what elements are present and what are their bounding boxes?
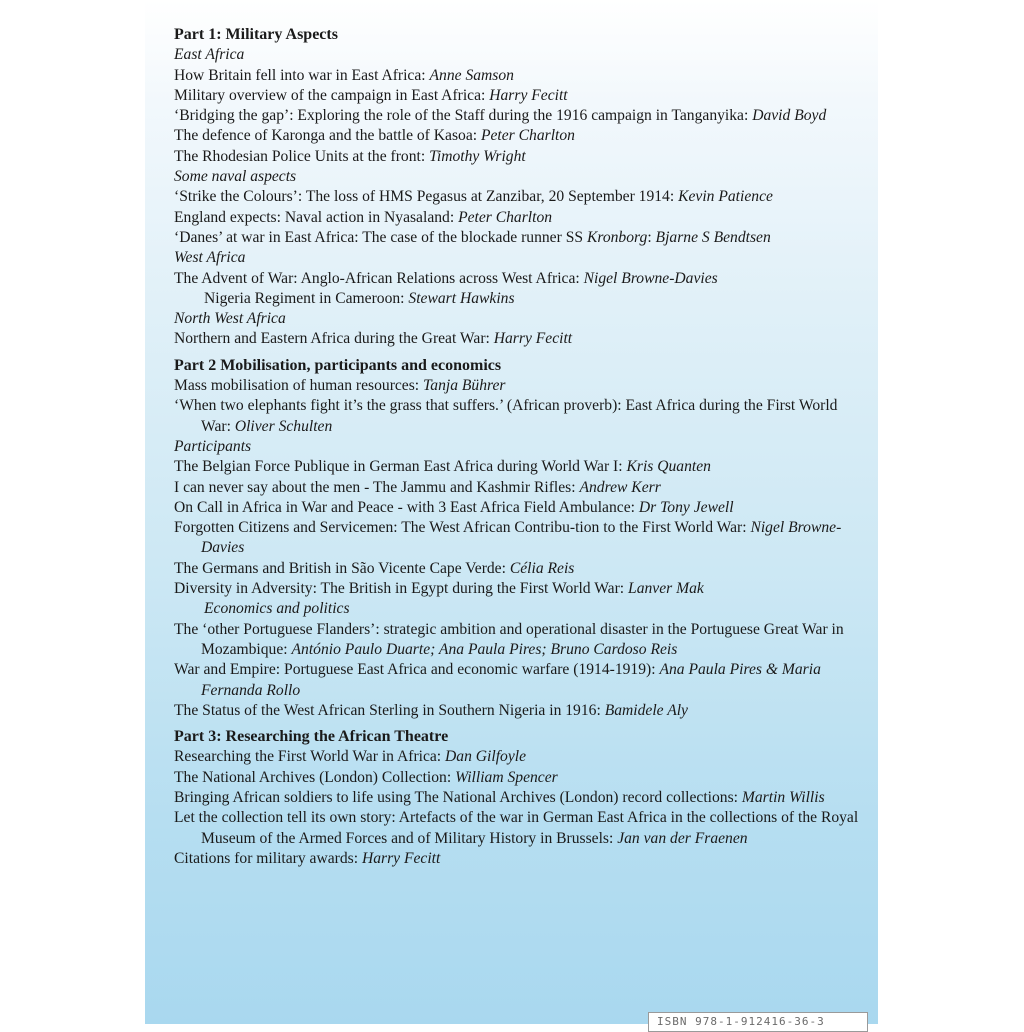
entry-author: Harry Fecitt — [361, 849, 441, 867]
list-item — [174, 66, 864, 86]
section-east-africa: East Africa — [174, 46, 245, 64]
entry-author: Dan Gilfoyle — [445, 748, 527, 766]
entry-author: Peter Charlton — [480, 127, 575, 145]
entry-author: Bjarne S Bendtsen — [655, 228, 771, 246]
entry-title: The Rhodesian Police Units at the front: — [174, 147, 430, 165]
entry-title: Diversity in Adversity: The British in Egypt during the First World War: — [174, 580, 629, 598]
list-item — [174, 289, 864, 309]
list-item — [174, 228, 864, 248]
entry-title: The Status of the West African Sterling in Southern Nigeria in 1916: — [174, 701, 605, 719]
entry-author: Oliver Schulten — [234, 417, 333, 435]
list-item — [174, 106, 864, 126]
list-item — [174, 559, 864, 579]
section-participants: Participants — [174, 437, 252, 455]
entry-title: On Call in Africa in War and Peace - with 3 East Africa Field Ambulance: — [174, 498, 639, 516]
entry-title: I can never say about the men - The Jammu and Kashmir Rifles: — [174, 478, 580, 496]
list-item — [174, 126, 864, 146]
entry-author: Harry Fecitt — [493, 330, 573, 348]
entry-title: Citations for military awards: — [174, 849, 362, 867]
entry-title-end: : — [647, 228, 656, 246]
entry-author: Tanja Bührer — [423, 377, 506, 395]
entry-author: Timothy Wright — [429, 147, 526, 165]
entry-author: Kevin Patience — [678, 188, 773, 206]
entry-author: Nigel Browne-Davies — [201, 519, 842, 557]
entry-title: ‘Danes’ at war in East Africa: The case of the blockade runner SS — [174, 228, 587, 246]
entry-title: ‘Strike the Colours’: The loss of HMS Pegasus at Zanzibar, 20 September 1914: — [174, 188, 679, 206]
list-item — [174, 518, 864, 559]
entry-title: Forgotten Citizens and Servicemen: The West African Contribu-tion to the First World War: — [174, 519, 751, 537]
entry-title: The National Archives (London) Collection: — [174, 768, 456, 786]
list-item — [174, 849, 864, 869]
section-north-west-africa: North West Africa — [174, 310, 286, 328]
part-2-heading: Part 2 Mobilisation, participants and economics — [174, 356, 502, 374]
entry-author: Harry Fecitt — [489, 86, 568, 104]
section-west-africa: West Africa — [174, 249, 246, 267]
list-item — [174, 329, 864, 349]
list-item — [174, 747, 864, 767]
entry-author: Nigel Browne-Davies — [583, 269, 718, 287]
list-item — [174, 396, 864, 437]
entry-author: David Boyd — [752, 107, 827, 125]
entry-title: Nigeria Regiment in Cameroon: — [204, 289, 409, 307]
entry-title: The Advent of War: Anglo-African Relations across West Africa: — [174, 269, 584, 287]
list-item — [174, 147, 864, 167]
entry-author: Anne Samson — [429, 66, 514, 84]
entry-title: The Germans and British in São Vicente Cape Verde: — [174, 559, 510, 577]
list-item — [174, 457, 864, 477]
entry-title: England expects: Naval action in Nyasaland: — [174, 208, 459, 226]
entry-title: The defence of Karonga and the battle of Kasoa: — [174, 127, 481, 145]
list-item — [174, 788, 864, 808]
entry-title: ‘Bridging the gap’: Exploring the role of the Staff during the 1916 campaign in Tanganyika: — [174, 107, 753, 125]
entry-author: Kris Quanten — [626, 458, 711, 476]
list-item — [174, 768, 864, 788]
list-item — [174, 660, 864, 701]
entry-title: Researching the First World War in Africa: — [174, 748, 446, 766]
entry-author: Ana Paula Pires & Maria Fernanda Rollo — [201, 661, 821, 699]
part-1-heading: Part 1: Military Aspects — [174, 26, 338, 43]
entry-author: Jan van der Fraenen — [617, 829, 748, 847]
entry-author: Martin Willis — [741, 788, 825, 806]
entry-title: War and Empire: Portuguese East Africa and economic warfare (1914-1919): — [174, 661, 660, 679]
entry-title: Mass mobilisation of human resources: — [174, 377, 424, 395]
part-3-heading: Part 3: Researching the African Theatre — [174, 728, 449, 746]
list-item — [174, 187, 864, 207]
section-naval-aspects: Some naval aspects — [174, 168, 297, 186]
entry-author: António Paulo Duarte; Ana Paula Pires; Bruno Cardoso Reis — [291, 640, 678, 658]
list-item — [174, 478, 864, 498]
entry-author: Peter Charlton — [458, 208, 553, 226]
entry-author: Bamidele Aly — [604, 701, 688, 719]
entry-title: How Britain fell into war in East Africa: — [174, 66, 430, 84]
entry-author: Dr Tony Jewell — [638, 498, 734, 516]
list-item — [174, 376, 864, 396]
entry-title: Northern and Eastern Africa during the Great War: — [174, 330, 494, 348]
list-item — [174, 808, 864, 849]
entry-author: William Spencer — [455, 768, 558, 786]
entry-title: The ‘other Portuguese Flanders’: strategic ambition and operational disaster in the Portuguese Great War in Mozambique: — [174, 620, 844, 658]
entry-title: ‘When two elephants fight it’s the grass that suffers.’ (African proverb): East Africa during the First World War: — [174, 397, 838, 435]
list-item — [174, 86, 864, 106]
entry-author: Lanver Mak — [628, 580, 704, 598]
list-item — [174, 269, 864, 289]
entry-title: Let the collection tell its own story: Artefacts of the war in German East Africa in the collections of the Royal Museum of the Armed Forces and of Military History in Brussels: — [174, 809, 859, 847]
list-item — [174, 620, 864, 661]
entry-title: The Belgian Force Publique in German East Africa during World War I: — [174, 458, 627, 476]
list-item — [174, 701, 864, 721]
entry-title: Bringing African soldiers to life using The National Archives (London) record collections: — [174, 788, 742, 806]
entry-author: Stewart Hawkins — [408, 289, 515, 307]
list-item — [174, 498, 864, 518]
entry-title: Military overview of the campaign in East Africa: — [174, 86, 490, 104]
entry-author: Andrew Kerr — [579, 478, 661, 496]
table-of-contents — [174, 25, 864, 869]
ship-name: Kronborg — [586, 228, 648, 246]
list-item — [174, 208, 864, 228]
isbn-barcode-label: ISBN 978-1-912416-36-3 — [648, 1012, 868, 1032]
entry-author: Célia Reis — [509, 559, 575, 577]
section-economics-politics: Economics and politics — [204, 600, 350, 618]
list-item — [174, 579, 864, 599]
